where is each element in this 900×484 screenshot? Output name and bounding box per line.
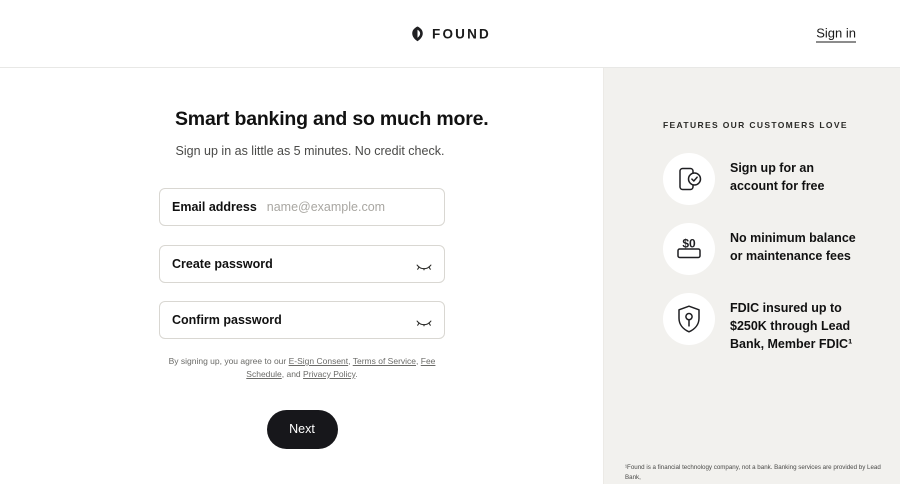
brand-logo bbox=[409, 25, 491, 42]
terms-of-service-link[interactable]: Terms of Service bbox=[352, 356, 417, 366]
legal-sep-1: , bbox=[348, 356, 353, 366]
features-heading: FEATURES OUR CUSTOMERS LOVE bbox=[663, 120, 848, 130]
legal-prefix: By signing up, you agree to our bbox=[168, 356, 289, 366]
brand-name: FOUND bbox=[432, 26, 491, 41]
site-header bbox=[0, 0, 900, 68]
features-column bbox=[604, 68, 900, 484]
shield-lock-icon bbox=[663, 293, 715, 345]
esign-consent-link[interactable]: E-Sign Consent bbox=[288, 356, 349, 366]
create-password-label: Create password bbox=[172, 257, 273, 271]
next-button[interactable]: Next bbox=[267, 410, 338, 449]
show-password-icon[interactable] bbox=[416, 257, 432, 271]
page-body bbox=[0, 68, 900, 484]
phone-check-icon bbox=[663, 153, 715, 205]
feature-label: Sign up for an account for free bbox=[730, 161, 825, 193]
svg-text:$0: $0 bbox=[682, 236, 696, 251]
legal-disclaimer bbox=[159, 355, 445, 381]
create-password-input[interactable] bbox=[283, 257, 432, 271]
feature-item bbox=[663, 293, 860, 353]
page-title: Smart banking and so much more. bbox=[175, 108, 489, 130]
show-confirm-password-icon[interactable] bbox=[416, 313, 432, 327]
create-password-field[interactable] bbox=[159, 245, 445, 283]
confirm-password-field[interactable] bbox=[159, 301, 445, 339]
legal-sep-3: , and bbox=[281, 368, 304, 379]
email-field[interactable] bbox=[159, 188, 445, 226]
legal-suffix: . bbox=[355, 368, 358, 379]
signup-form bbox=[159, 108, 489, 449]
feature-item bbox=[663, 223, 860, 275]
footnote-text: ¹Found is a financial technology company, not a bank. Banking services are provided by Lead Bank, bbox=[625, 464, 881, 481]
email-label: Email address bbox=[172, 200, 257, 214]
privacy-policy-link[interactable]: Privacy Policy bbox=[303, 368, 356, 379]
feature-item bbox=[663, 153, 860, 205]
feature-label: FDIC insured up to $250K through Lead Bank, Member FDIC¹ bbox=[730, 301, 853, 351]
confirm-password-label: Confirm password bbox=[172, 313, 282, 327]
email-input[interactable] bbox=[267, 200, 432, 214]
signup-form-column bbox=[0, 68, 604, 484]
sign-in-link[interactable]: Sign in bbox=[816, 25, 856, 40]
zero-dollar-icon bbox=[663, 223, 715, 275]
confirm-password-input[interactable] bbox=[292, 313, 432, 327]
legal-sep-2: , bbox=[416, 356, 421, 366]
fee-schedule-link[interactable]: Fee Schedule bbox=[246, 356, 436, 379]
feature-label: No minimum balance or maintenance fees bbox=[730, 231, 856, 263]
page-subtitle: Sign up in as little as 5 minutes. No credit check. bbox=[175, 144, 445, 158]
found-leaf-icon bbox=[409, 25, 426, 42]
